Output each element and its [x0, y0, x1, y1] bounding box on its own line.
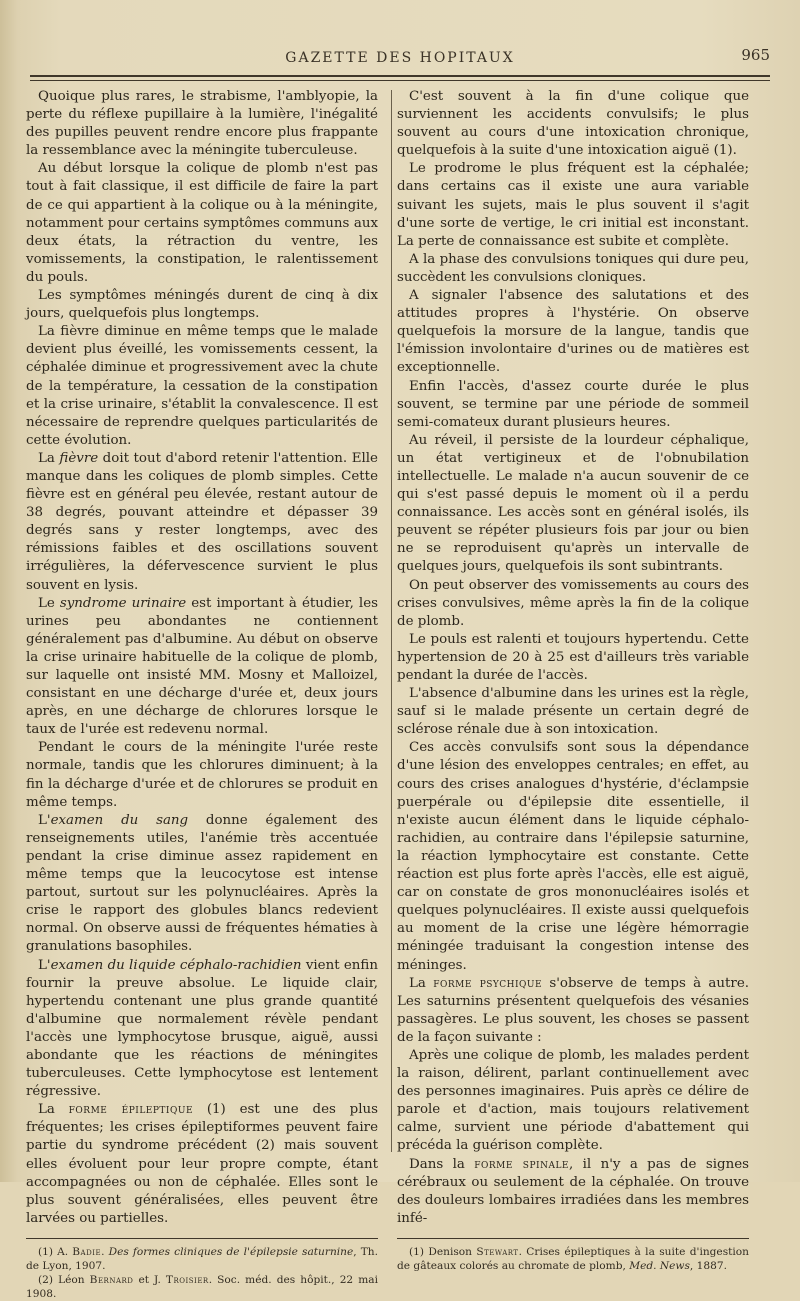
text-run: On peut observer des vomissements au cours des crises convulsives, même après la fin de la colique de plomb. — [397, 577, 749, 629]
text-run: Quoique plus rares, le strabisme, l'amblyopie, la perte du réflexe pupillaire à la lumière, l'inégalité des pupilles peuvent rendre encore plus frappante la ressemblance avec la méningite tuberculeuse. — [26, 89, 378, 159]
paragraph — [397, 251, 749, 287]
column-divider — [391, 90, 392, 1152]
text-run: La fièvre diminue en même temps que le malade devient plus éveillé, les vomissements cessent, la céphalée diminue et progressivement avec la chute de la température, la cessation de la constipation et la crise urinaire, s'établit la convalescence. Il est nécessaire de reprendre quelques particularités de cette évolution. — [26, 324, 378, 448]
paragraph — [26, 595, 378, 740]
text-run: Enfin l'accès, d'assez courte durée le plus souvent, se termine par une période de sommeil semi-comateux durant plusieurs heures. — [397, 378, 749, 430]
paragraph — [26, 160, 378, 287]
paragraph — [397, 88, 749, 160]
italic-term: syndrome urinaire — [59, 595, 187, 611]
small-caps-term: Stewart — [476, 1245, 519, 1258]
text-run: C'est souvent à la fin d'une colique que surviennent les accidents convulsifs; le plus souvent au cours d'une intoxication chronique, quelquefois à la suite d'une intoxication aiguë (1). — [397, 89, 749, 159]
paragraph — [397, 631, 749, 685]
left-column-text — [26, 88, 378, 1228]
text-run: . — [101, 1245, 109, 1258]
small-caps-term: forme spinale — [474, 1156, 569, 1172]
text-run: Après une colique de plomb, les malades perdent la raison, délirent, parlant continuellement avec des personnes imaginaires. Puis après ce délire de parole et d'action, mais toujours relativement calme, survient une période d'abattement qui précéda la guérison complète. — [397, 1047, 749, 1154]
paragraph — [26, 739, 378, 811]
paragraph — [397, 975, 749, 1047]
footnote-rule-right — [397, 1238, 749, 1239]
text-run: , il n'y a pas de signes cérébraux ou seulement de la céphalée. On trouve des douleurs lombaires irradiées dans les membres infé- — [397, 1156, 749, 1226]
italic-term: fièvre — [59, 450, 99, 466]
paragraph — [397, 1156, 749, 1228]
text-run: doit tout d'abord retenir l'attention. Elle manque dans les coliques de plomb simples. Cette fièvre est en général peu élevée, restant autour de 38 degrés, pouvant atteindre et dépasser 39 degrés sans y rester longtemps, avec des rémissions faibles et des oscillations souvent irrégulières, la défervescence survient le plus souvent en lysis. — [26, 450, 378, 593]
paragraph — [26, 323, 378, 450]
text-run: Pendant le cours de la méningite l'urée reste normale, tandis que les chlorures diminuent; à la fin la décharge d'urée et de chlorures se produit en même temps. — [26, 740, 378, 810]
text-run: Ces accès convulsifs sont sous la dépendance d'une lésion des enveloppes centrales; en effet, au cours des crises analogues d'hystérie, d'éclampsie puerpérale ou d'épilepsie dite essentielle, il n'existe aucun élément dans le liquide céphalo-rachidien, au contraire dans l'épilepsie saturnine, la réaction lymphocytaire est constante. Cette réaction est plus forte après l'accès, elle est aiguë, car on constate de gros mononucléaires isolés et quelques polynucléaires. Il existe aussi quelquefois au moment de la crise une légère hémorragie méningée traduisant la congestion intense des méninges. — [397, 740, 749, 973]
text-run: Le — [38, 595, 60, 611]
header-rule-bottom — [30, 80, 770, 81]
text-run: L'absence d'albumine dans les urines est la règle, sauf si le malade présente un certain degré de sclérose rénale due à son intoxication. — [397, 686, 749, 738]
text-run: Au réveil, il persiste de la lourdeur céphalique, un état vertigineux et de l'obnubilation intellectuelle. Le malade n'a aucun souvenir de ce qui s'est passé depuis le moment où il a perdu connaissance. Les accès sont en général isolés, ils peuvent se répéter plusieurs fois par jour ou bien ne se reproduisent qu'après un intervalle de quelques jours, quelquefois ils sont subintrants. — [397, 432, 749, 575]
paragraph — [26, 1273, 378, 1301]
text-run: L' — [38, 957, 51, 973]
italic-term: examen du liquide céphalo-rachidien — [50, 957, 302, 973]
paragraph — [397, 378, 749, 432]
journal-title: GAZETTE DES HOPITAUX — [285, 50, 515, 66]
left-footnotes — [26, 1245, 378, 1301]
text-run: (1) Denison — [409, 1245, 477, 1258]
text-run: . Crises épileptiques à la suite d'ingestion de gâteaux colorés au chromate de plomb, — [397, 1245, 749, 1272]
italic-term: Med. News — [629, 1259, 690, 1272]
page-number: 965 — [741, 46, 770, 64]
paragraph — [26, 450, 378, 595]
text-run: Le prodrome le plus fréquent est la céphalée; dans certains cas il existe une aura variable suivant les sujets, mais le plus souvent il s'agit d'une sorte de vertige, le cri initial est inconstant. La perte de connaissance est subite et complète. — [397, 161, 749, 249]
italic-term: Des formes cliniques de l'épilepsie saturnine — [108, 1245, 354, 1258]
small-caps-term: Badie — [72, 1245, 102, 1258]
small-caps-term: Bernard — [89, 1273, 134, 1286]
text-run: A signaler l'absence des salutations et des attitudes propres à l'hystérie. On observe quelquefois la morsure de la langue, tandis que l'émission involontaire d'urines ou de matières est exceptionnelle. — [397, 288, 749, 376]
text-run: Le pouls est ralenti et toujours hypertendu. Cette hypertension de 20 à 25 est d'ailleurs très variable pendant la durée de l'accès. — [397, 631, 749, 683]
paragraph — [397, 1245, 749, 1273]
paragraph — [26, 88, 378, 160]
page-header — [30, 46, 770, 72]
text-run: vient enfin fournir la preuve absolue. Le liquide clair, hypertendu contenant une plus grande quantité d'albumine que normalement révèle pendant l'accès une lymphocytose brusque, aiguë, aussi abondante que les réactions de méningites tuberculeuses. Cette lymphocytose est lentement régressive. — [26, 957, 378, 1100]
right-footnotes — [397, 1245, 749, 1273]
right-column — [397, 88, 749, 1273]
text-run: (2) Léon — [38, 1273, 90, 1286]
paragraph — [26, 957, 378, 1102]
header-rule-top — [30, 75, 770, 77]
left-column — [26, 88, 378, 1301]
paragraph — [26, 287, 378, 323]
text-run: , 1887. — [689, 1259, 727, 1272]
paragraph — [397, 160, 749, 250]
text-run: et J. — [133, 1273, 166, 1286]
text-run: Au début lorsque la colique de plomb n'est pas tout à fait classique, il est difficile de faire la part de ce qui appartient à la colique ou à la méningite, notamment pour certains symptômes communs aux deux états, la rétraction du ventre, les vomissements, la constipation, le ralentissement du pouls. — [26, 161, 378, 285]
small-caps-term: forme épileptique — [68, 1102, 194, 1118]
text-run: A la phase des convulsions toniques qui dure peu, succèdent les convulsions cloniques. — [397, 251, 749, 285]
text-run: La — [409, 975, 434, 991]
small-caps-term: Troisier — [165, 1273, 209, 1286]
text-run: L' — [38, 812, 51, 828]
text-run: (1) A. — [38, 1245, 73, 1258]
paragraph — [26, 1101, 378, 1228]
text-run: La — [38, 1102, 69, 1118]
right-column-text — [397, 88, 749, 1228]
text-run: donne également des renseignements utiles, l'anémie très accentuée pendant la crise diminue assez rapidement en même temps que la leucocytose est intense partout, surtout sur les polynucléaires. Après la crise le rapport des globules blancs redevient normal. On observe aussi de fréquentes hématies à granulations basophiles. — [26, 812, 378, 955]
text-run: . Soc. méd. des hôpit., 22 mai 1908. — [26, 1273, 378, 1300]
footnote-rule-left — [26, 1238, 378, 1239]
paragraph — [397, 577, 749, 631]
text-run: s'observe de temps à autre. Les saturnins présentent quelquefois des vésanies passagères. Le plus souvent, les choses se passent de la façon suivante : — [397, 975, 750, 1045]
paragraph — [397, 287, 749, 377]
text-run: , Th. de Lyon, 1907. — [26, 1245, 378, 1272]
paragraph — [26, 1245, 378, 1273]
text-run: Dans la — [409, 1156, 475, 1172]
text-run: est important à étudier, les urines peu abondantes ne contiennent généralement pas d'albumine. Au début on observe la crise urinaire habituelle de la colique de plomb, sur laquelle ont insisté MM. Mosny et Malloizel, consistant en une décharge d'urée et, deux jours après, en une décharge de chlorures lorsque le taux de l'urée est redevenu normal. — [26, 595, 378, 738]
paragraph — [397, 739, 749, 974]
small-caps-term: forme psychique — [433, 975, 543, 991]
text-run: Les symptômes méningés durent de cinq à dix jours, quelquefois plus longtemps. — [26, 288, 378, 322]
text-run: La — [38, 450, 60, 466]
italic-term: examen du sang — [50, 812, 189, 828]
paragraph — [397, 1047, 749, 1156]
paragraph — [397, 432, 749, 577]
paragraph — [26, 812, 378, 957]
text-run: (1) est une des plus fréquentes; les crises épileptiformes peuvent faire partie du syndrome précédent (2) mais souvent elles évoluent pour leur propre compte, étant accompagnées ou non de céphalée. Elles sont le plus souvent généralisées, elles peuvent être larvées ou partielles. — [26, 1102, 378, 1226]
paragraph — [397, 685, 749, 739]
